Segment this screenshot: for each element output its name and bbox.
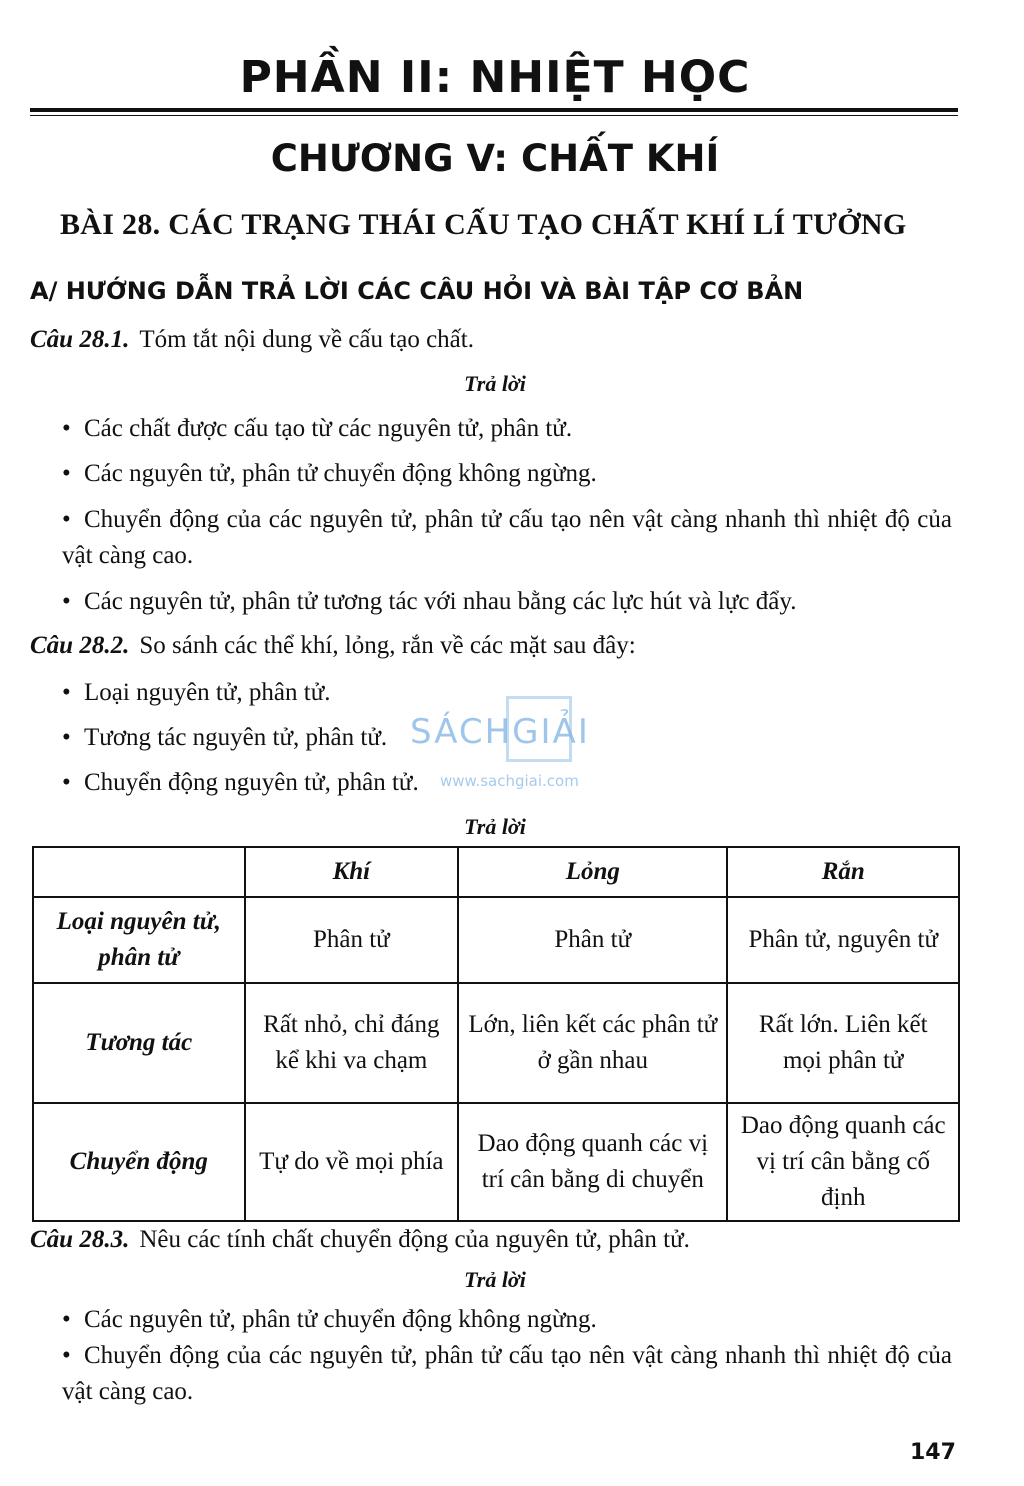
bullet-icon: • xyxy=(62,588,71,615)
table-header-row xyxy=(33,847,959,897)
bullet-icon: • xyxy=(62,769,71,796)
list-item: • Chuyển động nguyên tử, phân tử. xyxy=(62,765,957,801)
watermark-brand: SÁCHGIẢI xyxy=(410,712,590,752)
chapter-title: CHƯƠNG V: CHẤT KHÍ xyxy=(270,137,720,180)
table-row-header: Chuyển động xyxy=(33,1103,245,1221)
table-header-cell: Lỏng xyxy=(458,847,727,897)
bullet-icon: • xyxy=(62,679,71,706)
title-rule-thin xyxy=(30,115,958,116)
table-cell: Tự do về mọi phía xyxy=(245,1103,459,1221)
table-row xyxy=(33,897,959,983)
question-text: Nêu các tính chất chuyển động của nguyên tử, phân tử. xyxy=(139,1226,690,1253)
question-28-3 xyxy=(30,1224,690,1256)
answer-label: Trả lời xyxy=(464,1267,526,1292)
part-title: PHẦN II: NHIỆT HỌC xyxy=(239,52,751,103)
list-item: • Tương tác nguyên tử, phân tử. xyxy=(62,720,957,756)
list-item: • Các nguyên tử, phân tử tương tác với nhau bằng các lực hút và lực đẩy. xyxy=(62,584,957,620)
bullet-icon: • xyxy=(62,415,71,442)
bullet-icon: • xyxy=(62,1342,71,1369)
title-rule-thick xyxy=(30,108,958,112)
table-cell: Rất lớn. Liên kết mọi phân tử xyxy=(727,983,959,1103)
table-header-cell: Rắn xyxy=(727,847,959,897)
bullet-icon: • xyxy=(62,724,71,751)
list-item: • Các chất được cấu tạo từ các nguyên tử, phân tử. xyxy=(62,411,957,447)
table-cell: Phân tử xyxy=(458,897,727,983)
answer-label: Trả lời xyxy=(464,814,526,839)
bullet-icon: • xyxy=(62,506,71,533)
comparison-table xyxy=(32,846,960,1222)
watermark-url: www.sachgiai.com xyxy=(440,772,579,790)
bullet-icon: • xyxy=(62,460,71,487)
list-item: • Các nguyên tử, phân tử chuyển động không ngừng. xyxy=(62,456,957,492)
question-label: Câu 28.3. xyxy=(30,1226,130,1253)
table-cell: Rất nhỏ, chỉ đáng kể khi va chạm xyxy=(245,983,459,1103)
question-label: Câu 28.2. xyxy=(30,632,130,659)
question-label: Câu 28.1. xyxy=(30,326,130,353)
list-item: • Chuyển động của các nguyên tử, phân tử cấu tạo nên vật càng nhanh thì nhiệt độ của vật càng cao. xyxy=(62,502,952,574)
table-header-cell xyxy=(33,847,245,897)
list-item: • Chuyển động của các nguyên tử, phân tử cấu tạo nên vật càng nhanh thì nhiệt độ của vật càng cao. xyxy=(62,1338,952,1410)
table-cell: Dao động quanh các vị trí cân bằng cố định xyxy=(727,1103,959,1221)
list-item: • Các nguyên tử, phân tử chuyển động không ngừng. xyxy=(62,1302,957,1338)
table-row-header: Tương tác xyxy=(33,983,245,1103)
table-row xyxy=(33,1103,959,1221)
table-cell: Phân tử xyxy=(245,897,459,983)
watermark xyxy=(410,694,620,794)
answer-label: Trả lời xyxy=(464,371,526,396)
list-item: • Loại nguyên tử, phân tử. xyxy=(62,675,957,711)
table-row xyxy=(33,983,959,1103)
table-cell: Lớn, liên kết các phân tử ở gần nhau xyxy=(458,983,727,1103)
table-header-cell: Khí xyxy=(245,847,459,897)
table-row-header: Loại nguyên tử, phân tử xyxy=(33,897,245,983)
lesson-title: BÀI 28. CÁC TRẠNG THÁI CẤU TẠO CHẤT KHÍ LÍ TƯỞNG xyxy=(60,208,907,241)
question-text: Tóm tắt nội dung về cấu tạo chất. xyxy=(139,326,474,353)
question-text: So sánh các thể khí, lỏng, rắn về các mặt sau đây: xyxy=(139,632,636,659)
bullet-icon: • xyxy=(62,1306,71,1333)
section-title: A/ HƯỚNG DẪN TRẢ LỜI CÁC CÂU HỎI VÀ BÀI TẬP CƠ BẢN xyxy=(30,277,804,305)
page-number: 147 xyxy=(910,1440,956,1465)
question-28-1 xyxy=(30,324,474,356)
question-28-2 xyxy=(30,630,636,662)
table-cell: Dao động quanh các vị trí cân bằng di chuyển xyxy=(458,1103,727,1221)
table-cell: Phân tử, nguyên tử xyxy=(727,897,959,983)
